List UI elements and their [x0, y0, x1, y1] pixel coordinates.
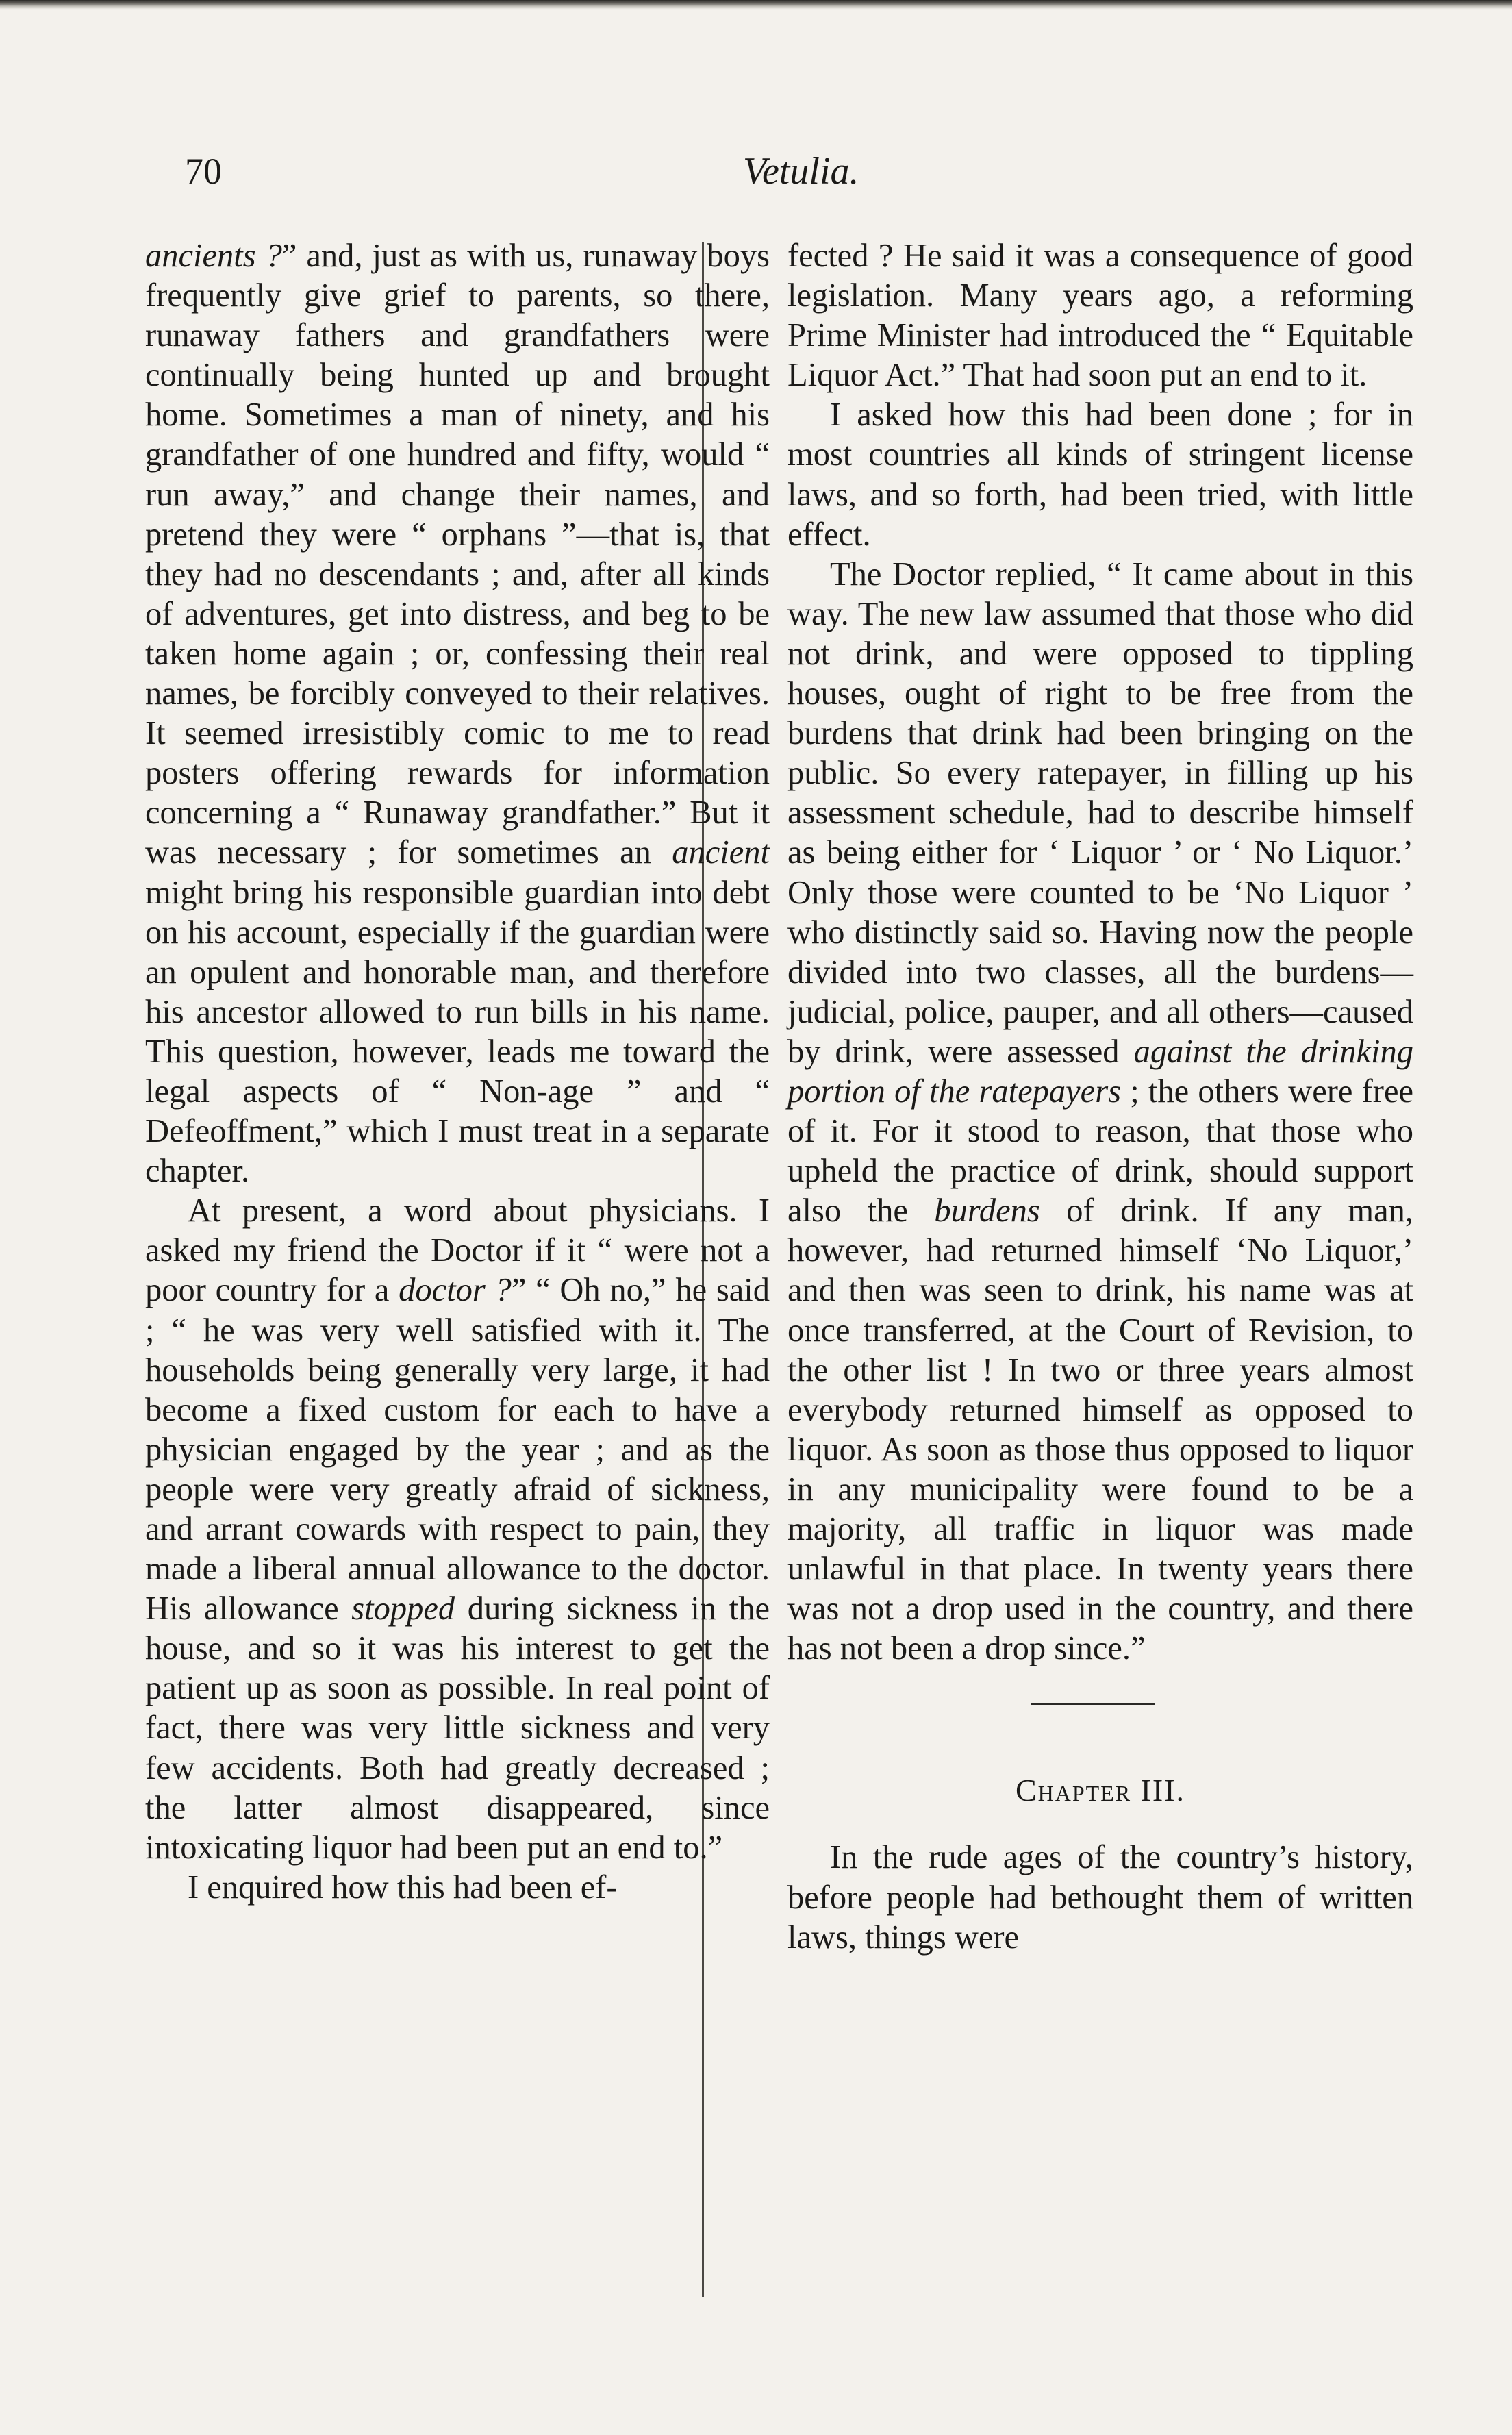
- text-run: At present, a word about physicians. I asked my friend the Doctor if it “ were not a poor country for a: [145, 1192, 770, 1309]
- paragraph: [145, 1191, 770, 1868]
- italic-text: against the drinking portion of the ratepayers: [788, 1033, 1413, 1110]
- page-number: 70: [185, 151, 222, 192]
- text-run: might bring his responsible guardian into debt on his account, especially if the guardian were an opulent and honorable man, and therefore his ancestor allowed to run bills in his name. This question, however, leads me toward the legal aspects of “ Non-age ” and “ Defeoffment,” which I must treat in a separate chapter.: [145, 874, 770, 1190]
- left-column: [145, 236, 770, 1908]
- paragraph: I enquired how this had been ef-: [188, 1869, 618, 1906]
- paragraph: fected ? He said it was a consequence of good legislation. Many years ago, a reforming Prime Minister had introduced the “ Equitable Liquor Act.” That had soon put an end to it.: [788, 238, 1413, 394]
- text-run: ” and, just as with us, runaway boys frequently give grief to parents, so there, runaway fathers and grandfathers were continually being hunted up and brought home. Sometimes a man of ninety, and his grandfather of one hundred and fifty, would “ run away,” and change their names, and pretend they were “ orphans ”—that is, that they had no descendants ; and, after all kinds of adventures, get into distress, and beg to be taken home again ; or, confessing their real names, be forcibly conveyed to their relatives. It seemed irresistibly comic to me to read posters offering rewards for information concerning a “ Runaway grandfather.” But it was necessary ; for sometimes an: [145, 238, 770, 871]
- italic-text: stopped: [351, 1590, 455, 1627]
- running-title: Vetulia.: [743, 150, 859, 192]
- paragraph: [145, 236, 770, 1191]
- text-run: ” “ Oh no,” he said ; “ he was very well satisfied with it. The households being generally very large, it had become a fixed custom for each to have a physician engaged by the year ; and as the people were very greatly afraid of sickness, and arrant cowards with respect to pain, they made a liberal annual allowance to the doctor. His allowance: [145, 1272, 770, 1627]
- paragraph: In the rude ages of the country’s history, before people had bethought them of written laws, things were: [788, 1839, 1413, 1956]
- italic-text: burdens: [934, 1192, 1040, 1229]
- text-run: The Doctor replied, “ It came about in this way. The new law assumed that those who did not drink, and were opposed to tippling houses, ought of right to be free from the burdens that drink had been bringing on the public. So every ratepayer, in filling up his assessment schedule, had to describe himself as being either for ‘ Liquor ’ or ‘ No Liquor.’ Only those were counted to be ‘No Liquor ’ who distinctly said so. Having now the people divided into two classes, all the burdens—judicial, police, pauper, and all others—caused by drink, were assessed: [788, 555, 1413, 1070]
- page-top-edge: [0, 0, 1512, 10]
- paragraph: [788, 555, 1413, 1669]
- right-column: [788, 236, 1413, 1958]
- italic-text: doctor ?: [399, 1272, 512, 1309]
- text-run: ; the others were free of it. For it stood to reason, that those who upheld the practice of drink, should support also the: [788, 1073, 1413, 1229]
- italic-text: ancient: [672, 834, 770, 871]
- paragraph: I asked how this had been done ; for in most countries all kinds of stringent license laws, and so forth, had been tried, with little effect.: [788, 397, 1413, 553]
- italic-text: ancients ?: [145, 238, 282, 274]
- text-run: during sickness in the house, and so it was his interest to get the patient up as soon as possible. In real point of fact, there was very little sickness and very few accidents. Both had greatly decreased ; the latter almost disappeared, since intoxicating liquor had been put an end to.”: [145, 1590, 770, 1866]
- chapter-rule: [1031, 1703, 1155, 1705]
- text-run: of drink. If any man, however, had returned himself ‘No Liquor,’ and then was seen to drink, his name was at once transferred, at the Court of Revision, to the other list ! In two or three years almost everybody returned himself as opposed to liquor. As soon as those thus opposed to liquor in any municipality were found to be a majority, all traffic in liquor was made unlawful in that place. In twenty years there was not a drop used in the country, and there has not been a drop since.”: [788, 1192, 1413, 1667]
- chapter-heading: Chapter III.: [1015, 1773, 1186, 1808]
